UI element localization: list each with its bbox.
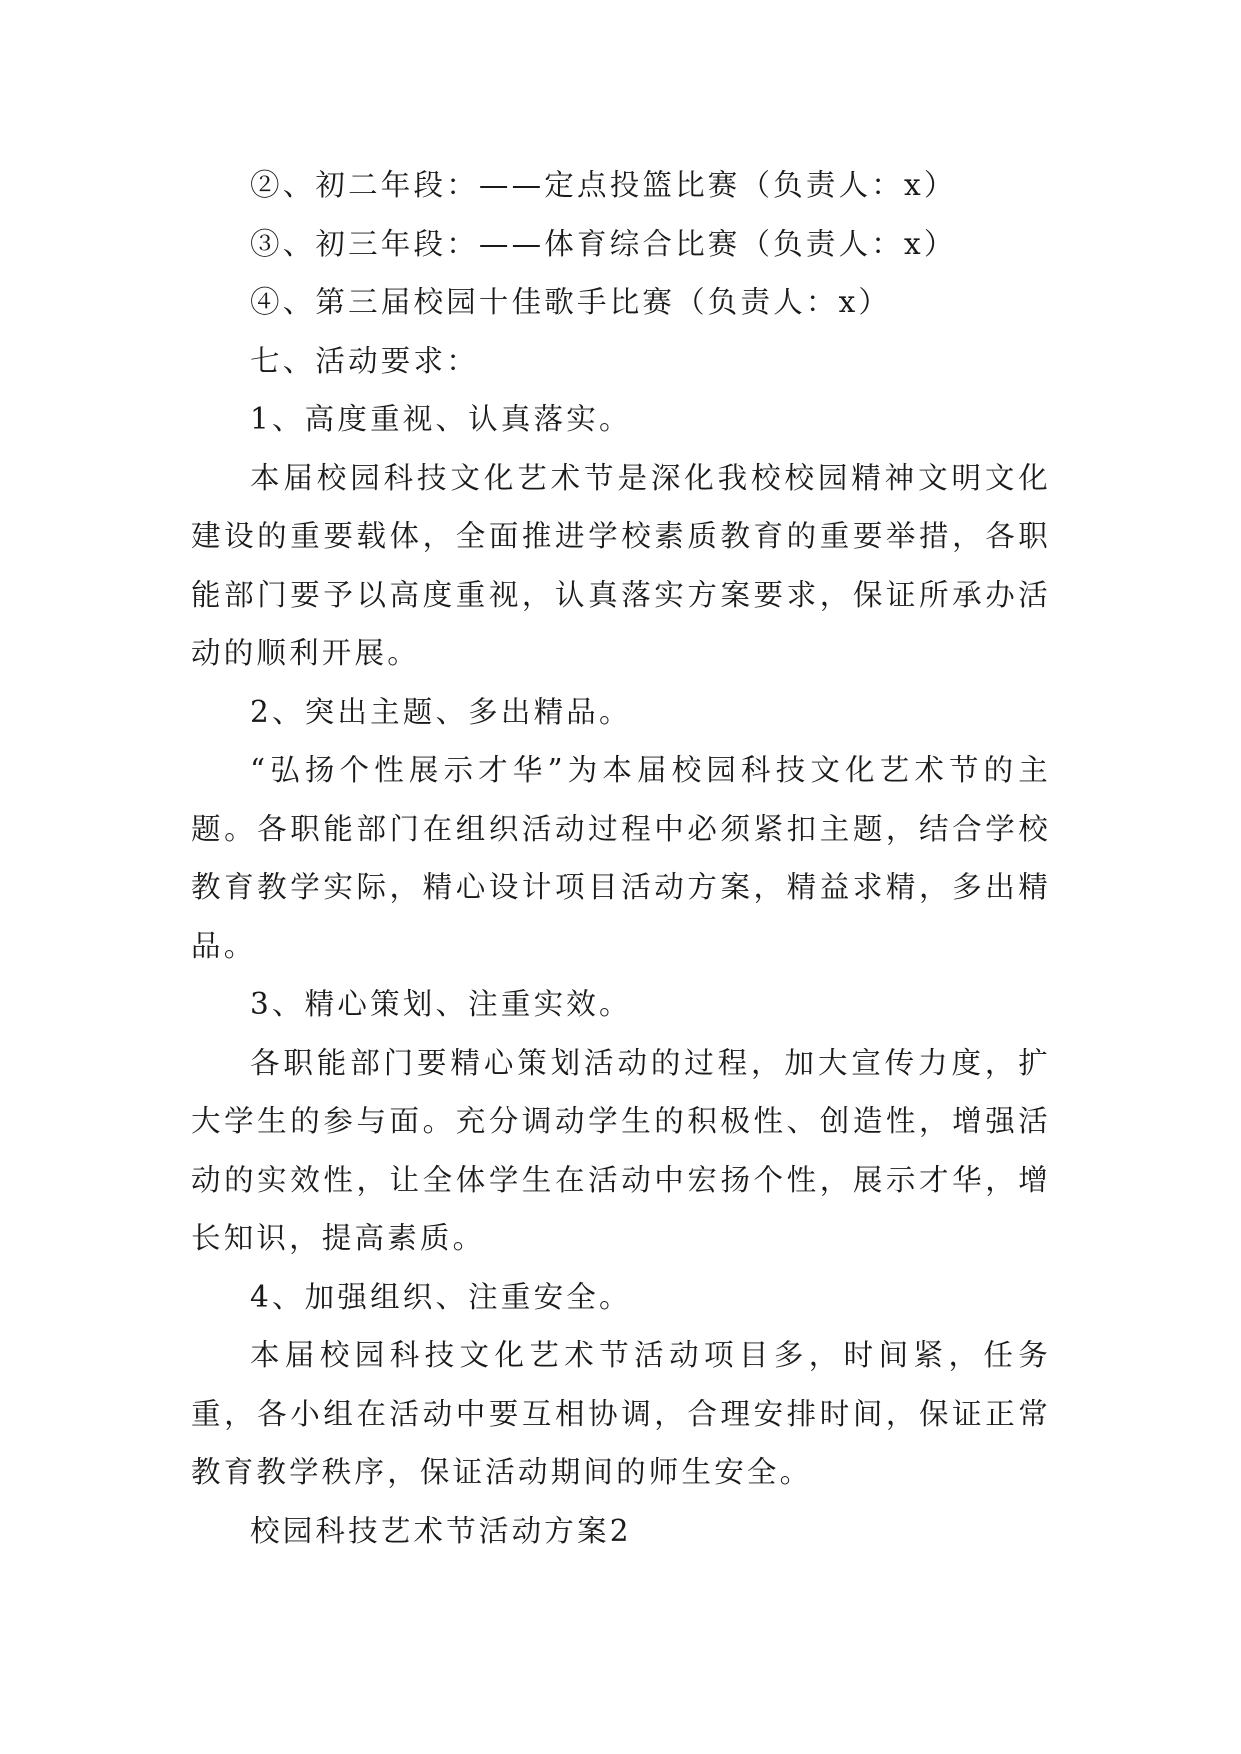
- requirement-body-1: 本届校园科技文化艺术节是深化我校校园精神文明文化建设的重要载体，全面推进学校素质教育的重要举措，各职能部门要予以高度重视，认真落实方案要求，保证所承办活动的顺利开展。: [191, 460, 1051, 670]
- requirement-body-2: “弘扬个性展示才华”为本届校园科技文化艺术节的主题。各职能部门在组织活动过程中必须紧扣主题，结合学校教育教学实际，精心设计项目活动方案，精益求精，多出精品。: [191, 753, 1051, 963]
- section-heading-requirements: 七、活动要求：: [250, 343, 479, 378]
- requirement-body-3: 各职能部门要精心策划活动的过程，加大宣传力度，扩大学生的参与面。充分调动学生的积极性、创造性，增强活动的实效性，让全体学生在活动中宏扬个性，展示才华，增长知识，提高素质。: [191, 1045, 1051, 1255]
- list-item-grade-three: ③、初三年段：——体育综合比赛（负责人：x）: [250, 226, 957, 261]
- requirement-heading-2: 2、突出主题、多出精品。: [250, 694, 632, 729]
- requirement-body-4: 本届校园科技文化艺术节活动项目多，时间紧，任务重，各小组在活动中要互相协调，合理安排时间，保证正常教育教学秩序，保证活动期间的师生安全。: [191, 1338, 1051, 1489]
- requirement-heading-3: 3、精心策划、注重实效。: [250, 987, 632, 1021]
- list-item-singer-contest: ④、第三届校园十佳歌手比赛（负责人：x）: [250, 285, 892, 319]
- next-document-title: 校园科技艺术节活动方案2: [250, 1513, 632, 1548]
- requirement-heading-4: 4、加强组织、注重安全。: [250, 1279, 632, 1314]
- requirement-heading-1: 1、高度重视、认真落实。: [250, 402, 632, 436]
- document-body: [191, 156, 1051, 1560]
- list-item-grade-two: ②、初二年段：——定点投篮比赛（负责人：x）: [250, 168, 957, 202]
